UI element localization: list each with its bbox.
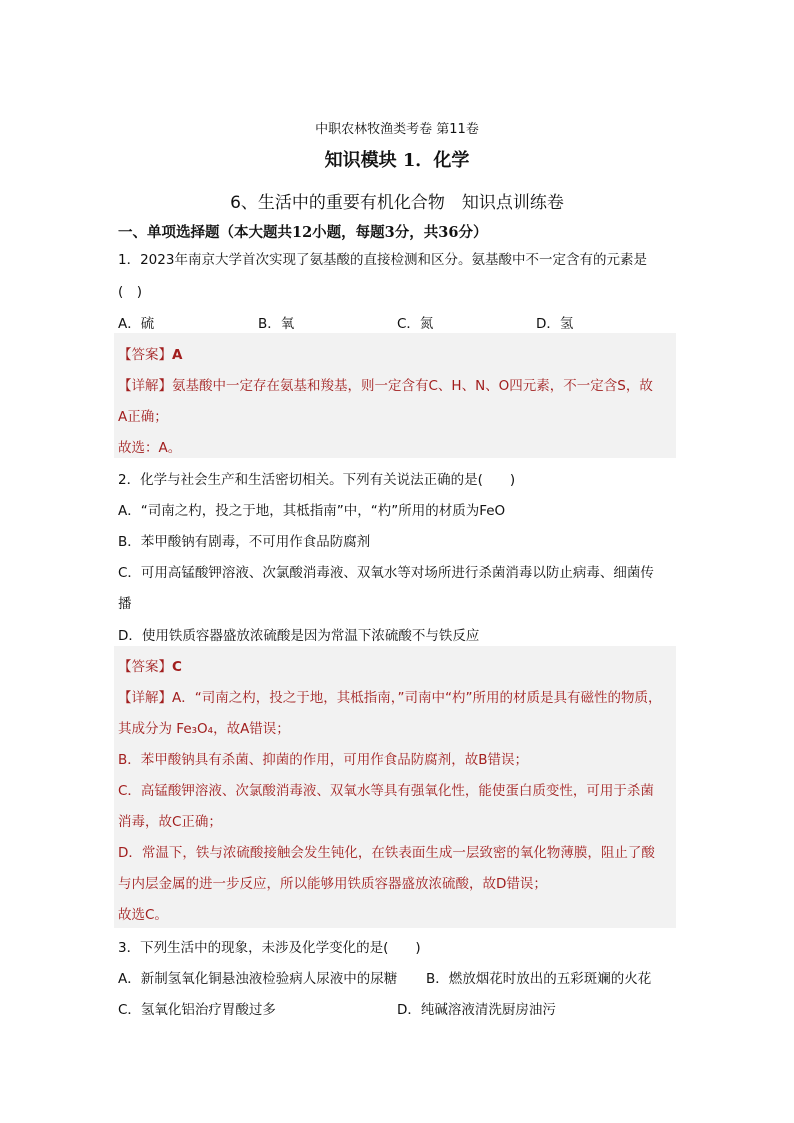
q2-option-d: D．使用铁质容器盛放浓硫酸是因为常温下浓硫酸不与铁反应 [118, 628, 480, 644]
q1-option-d: D．氢 [536, 316, 574, 332]
q2-detail-line-8: 故选C。 [118, 907, 168, 923]
q1-option-b: B．氧 [258, 316, 295, 332]
q2-detail-line-5: 消毒，故C正确； [118, 814, 222, 830]
q2-stem: 2．化学与社会生产和生活密切相关。下列有关说法正确的是( ) [118, 472, 516, 488]
q2-option-c-cont: 播 [118, 596, 132, 612]
q2-option-c: C．可用高锰酸钾溶液、次氯酸消毒液、双氧水等对场所进行杀菌消毒以防止病毒、细菌传 [118, 565, 654, 581]
q1-option-c: C．氮 [397, 316, 434, 332]
q1-detail-line-1: 【详解】氨基酸中一定存在氨基和羧基，则一定含有C、H、N、O四元素，不一定含S，故 [118, 378, 653, 394]
q2-detail-line-7: 与内层金属的进一步反应，所以能够用铁质容器盛放浓硫酸，故D错误； [118, 876, 547, 892]
q3-stem: 3．下列生活中的现象，未涉及化学变化的是( ) [118, 940, 421, 956]
q2-detail-line-2: 其成分为 Fe₃O₄，故A错误； [118, 721, 290, 737]
q2-detail-line-4: C．高锰酸钾溶液、次氯酸消毒液、双氧水等具有强氧化性，能使蛋白质变性，可用于杀菌 [118, 783, 654, 799]
module-title: 知识模块 1．化学 [324, 150, 470, 171]
exam-header: 中职农林牧渔类考卷 第11卷 [315, 122, 479, 137]
q2-detail-line-6: D．常温下，铁与浓硫酸接触会发生钝化，在铁表面生成一层致密的氧化物薄膜，阻止了酸 [118, 845, 655, 861]
q2-answer-box [114, 646, 676, 928]
section-heading: 一、单项选择题（本大题共12小题，每题3分，共36分） [118, 224, 488, 241]
q1-stem: 1．2023年南京大学首次实现了氨基酸的直接检测和区分。氨基酸中不一定含有的元素是 [118, 252, 647, 268]
q2-answer: 【答案】C [118, 659, 182, 675]
q3-option-c: C．氢氧化铝治疗胃酸过多 [118, 1002, 276, 1018]
q2-option-a: A．“司南之杓，投之于地，其柢指南”中，“杓”所用的材质为FeO [118, 503, 506, 519]
paper-subtitle: 6、生活中的重要有机化合物 知识点训练卷 [230, 193, 564, 213]
q1-answer-box [114, 333, 676, 458]
q1-option-a: A．硫 [118, 316, 155, 332]
q1-detail-line-3: 故选：A。 [118, 440, 182, 456]
q3-option-a: A．新制氢氧化铜悬浊液检验病人尿液中的尿糖 [118, 971, 398, 987]
q3-option-d: D．纯碱溶液清洗厨房油污 [397, 1002, 556, 1018]
q1-stem-blank: ( ) [118, 284, 143, 300]
q3-option-b: B．燃放烟花时放出的五彩斑斓的火花 [426, 971, 652, 987]
q2-option-b: B．苯甲酸钠有剧毒，不可用作食品防腐剂 [118, 534, 371, 550]
q2-detail-line-1: 【详解】A．“司南之杓，投之于地，其柢指南，”司南中“杓”所用的材质是具有磁性的物质， [118, 690, 662, 706]
q2-detail-line-3: B．苯甲酸钠具有杀菌、抑菌的作用，可用作食品防腐剂，故B错误； [118, 752, 529, 768]
q1-detail-line-2: A正确； [118, 409, 168, 425]
q1-answer: 【答案】A [118, 347, 183, 363]
